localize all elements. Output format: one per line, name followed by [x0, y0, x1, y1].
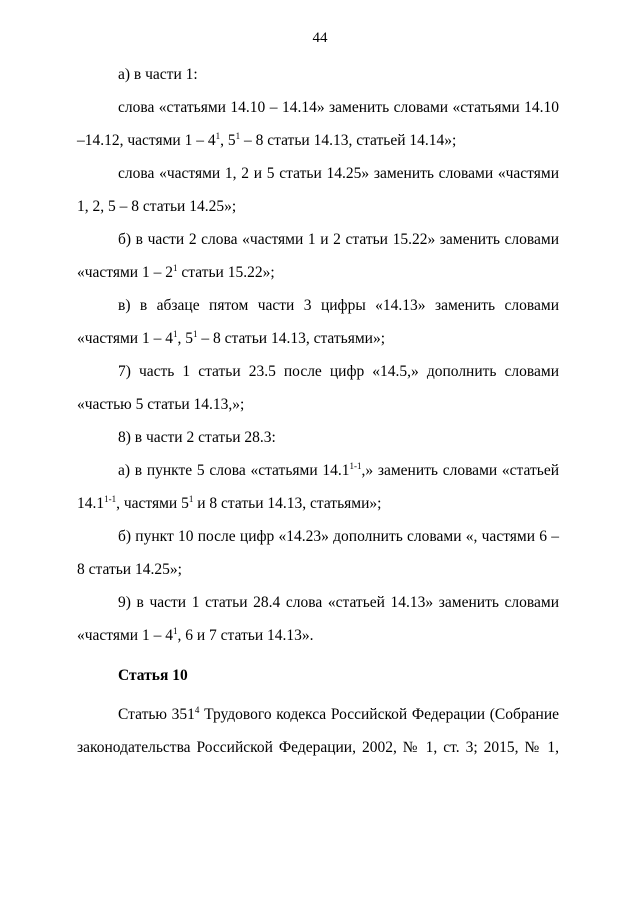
paragraph-a-point5: а) в пункте 5 слова «статьями 14.1$^{1-1}$,» заменить словами «статьей 14.1$^{1-1}$, частями $5^1$ и 8 статьи 14.13, статьями»;	[77, 461, 559, 512]
paragraph-b-part2: б) в части 2 слова «частями 1 и 2 статьи 15.22» заменить словами «частями $1 - 2^1$ статьи 15.22»;	[77, 231, 559, 281]
paragraph-a-part1: а) в части 1:	[118, 66, 198, 83]
article-text: Статью $351^4$ Трудового кодекса Российской Федерации (Собрание законодательства Российской Федерации, 2002, № 1, ст. 3; 2015, № 1,	[77, 705, 560, 756]
page-number: 44	[312, 30, 328, 46]
paragraph-words-articles: слова «статьями 14.10 – 14.14» заменить словами «статьями 14.10 –14.12, частями $1 - 4^1$, $5^1 - 8$ статьи 14.13, статьей 14.14»;	[77, 99, 559, 149]
paragraph-9-article-28-4: 9) в части 1 статьи 28.4 слова «статьей 14.13» заменить словами «частями $1 - 4^1$, 6 и 7 статьи 14.13».	[77, 594, 559, 644]
paragraph-v-part3: в) в абзаце пятом части 3 цифры «14.13» заменить словами «частями $1 - 4^1$, $5^1 - 8$ статьи 14.13, статьями»;	[77, 297, 559, 347]
document-body	[77, 58, 559, 764]
article-heading: Статья 10	[118, 667, 188, 684]
paragraph-7-article-23-5: 7) часть 1 статьи 23.5 после цифр «14.5,» дополнить словами «частью 5 статьи 14.13,»;	[77, 363, 559, 413]
paragraph-b-point10: б) пункт 10 после цифр «14.23» дополнить словами «, частями 6 – 8 статьи 14.25»;	[77, 528, 559, 578]
paragraph-words-parts: слова «частями 1, 2 и 5 статьи 14.25» заменить словами «частями 1, 2, 5 – 8 статьи 14.25»;	[77, 165, 559, 215]
paragraph-8-article-28-3: 8) в части 2 статьи 28.3:	[118, 429, 276, 446]
